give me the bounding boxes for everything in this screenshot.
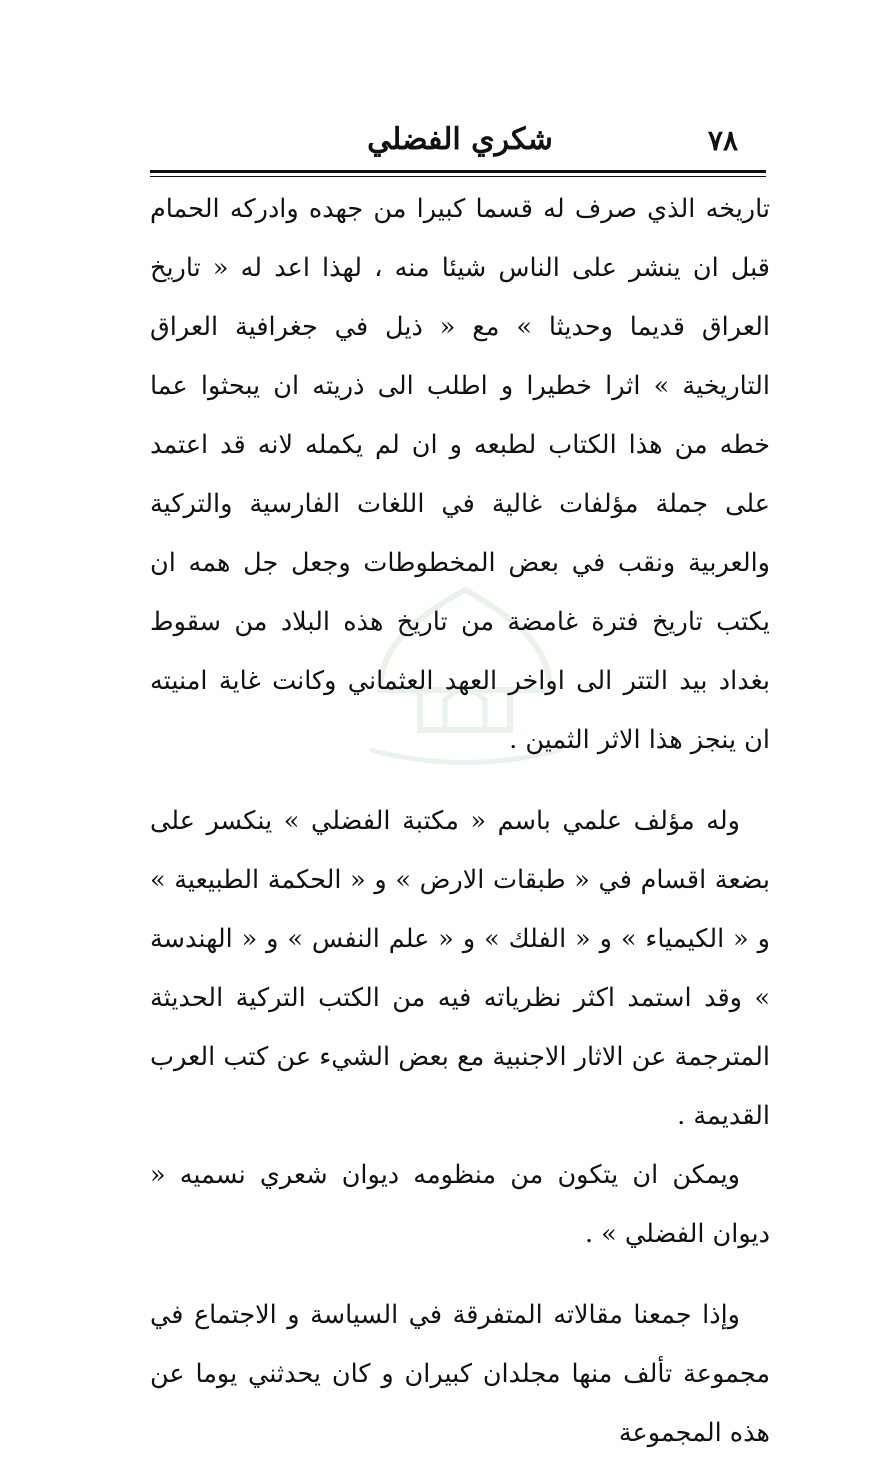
body-text [150, 180, 770, 1463]
paragraph-2: وله مؤلف علمي باسم « مكتبة الفضلي » ينكسر على بضعة اقسام في « طبقات الارض » و « الحكمة الطبيعية » و « الكيمياء » و « الفلك » و « علم النفس » و « الهندسة » وقد استمد اكثر نظرياته فيه من الكتب التركية الحديثة المترجمة عن الاثار الاجنبية مع بعض الشيء عن كتب العرب القديمة . [150, 806, 770, 1131]
paragraph-3: ويمكن ان يتكون من منظومه ديوان شعري نسميه « ديوان الفضلي » . [150, 1160, 770, 1249]
page-number: ٧٨ [707, 124, 738, 157]
header-rule-thin [150, 176, 766, 177]
paragraph-1: تاريخه الذي صرف له قسما كبيرا من جهده وادركه الحمام قبل ان ينشر على الناس شيئا منه ، لهذا اعد له « تاريخ العراق قديما وحديثا » مع « ذيل في جغرافية العراق التاريخية » اثرا خطيرا و اطلب الى ذريته ان يبحثوا عما خطه من هذا الكتاب لطبعه و ان لم يكمله لانه قد اعتمد على جملة مؤلفات غالية في اللغات الفارسية والتركية والعربية ونقب في بعض المخطوطات وجعل جل همه ان يكتب تاريخ فترة غامضة من تاريخ هذه البلاد من سقوط بغداد بيد التتر الى اواخر العهد العثماني وكانت غاية امنيته ان ينجز هذا الاثر الثمين . [150, 194, 770, 755]
page-header [150, 118, 770, 168]
paragraph-4: وإذا جمعنا مقالاته المتفرقة في السياسة و الاجتماع في مجموعة تألف منها مجلدان كبيران و كان يحدثني يوما عن هذه المجموعة [150, 1300, 770, 1448]
running-title: شكري الفضلي [367, 122, 553, 157]
header-rule [150, 170, 766, 173]
